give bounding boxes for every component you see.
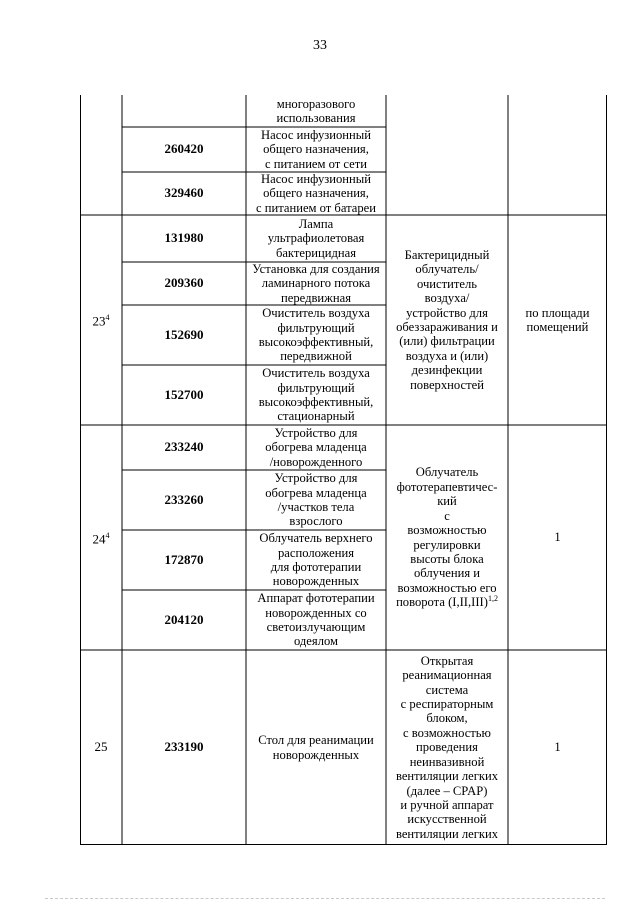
device-code: 172870 — [164, 551, 204, 567]
device-code: 152700 — [164, 386, 204, 402]
device-code: 260420 — [164, 141, 204, 157]
device-name-reusable: многоразового использования — [276, 96, 356, 125]
device-name: Насос инфузионный общего назначения, с питанием от батареи — [256, 171, 376, 215]
row-number-24: $24^4$ — [92, 530, 110, 546]
device-code: 131980 — [164, 230, 204, 246]
device-name: Устройство для обогрева младенца /участков тела взрослого — [265, 471, 367, 529]
device-code: 233260 — [164, 491, 204, 507]
page-number: 33 — [313, 38, 327, 53]
quantity: по площади помещений — [525, 305, 590, 334]
device-name: Облучатель верхнего расположения для фототерапии новорожденных — [259, 531, 373, 589]
device-name: Лампа ультрафиолетовая бактерицидная — [267, 216, 365, 260]
device-code: 329460 — [164, 185, 204, 201]
equipment-table — [80, 95, 607, 845]
functional-description: Облучатель фототерапевтичес- кий с возможностью регулировки высоты блока облучения и возможностью его поворота $(I,II,III)^{1,2}$ — [396, 465, 498, 610]
device-name: Стол для реанимации новорожденных — [258, 733, 374, 762]
footnote-marker: 1,2 — [487, 593, 498, 603]
functional-description: Бактерицидный облучатель/ очиститель воздуха/ устройство для обеззараживания и (или) фильтрации воздуха и (или) дезинфекции поверхностей — [396, 247, 498, 392]
row-number-25: 25 — [94, 739, 108, 755]
quantity: 1 — [554, 740, 561, 755]
device-name: Очиститель воздуха фильтрующий высокоэффективный, передвижной — [258, 306, 374, 364]
row-number-23: $23^4$ — [92, 313, 110, 329]
device-code: 204120 — [164, 611, 204, 627]
quantity: 1 — [554, 530, 561, 545]
functional-description: Открытая реанимационная система с респираторным блоком, с возможностью проведения неинвазивной вентиляции легких (далее – CPAP) и ручной аппарат искусственной вентиляции легких — [395, 653, 499, 841]
device-name: Установка для создания ламинарного потока передвижная — [252, 261, 380, 305]
device-code: 233240 — [164, 439, 204, 455]
device-name: Устройство для обогрева младенца /новорожденного — [265, 425, 367, 469]
device-name: Насос инфузионный общего назначения, с питанием от сети — [261, 127, 371, 171]
device-name: Очиститель воздуха фильтрующий высокоэффективный, стационарный — [258, 366, 374, 424]
device-name: Аппарат фототерапии новорожденных со светоизлучающим одеялом — [257, 591, 375, 649]
device-code: 152690 — [164, 326, 204, 342]
device-code: 233190 — [164, 739, 204, 755]
page-edge-line — [45, 898, 605, 899]
device-code: 209360 — [164, 275, 204, 291]
